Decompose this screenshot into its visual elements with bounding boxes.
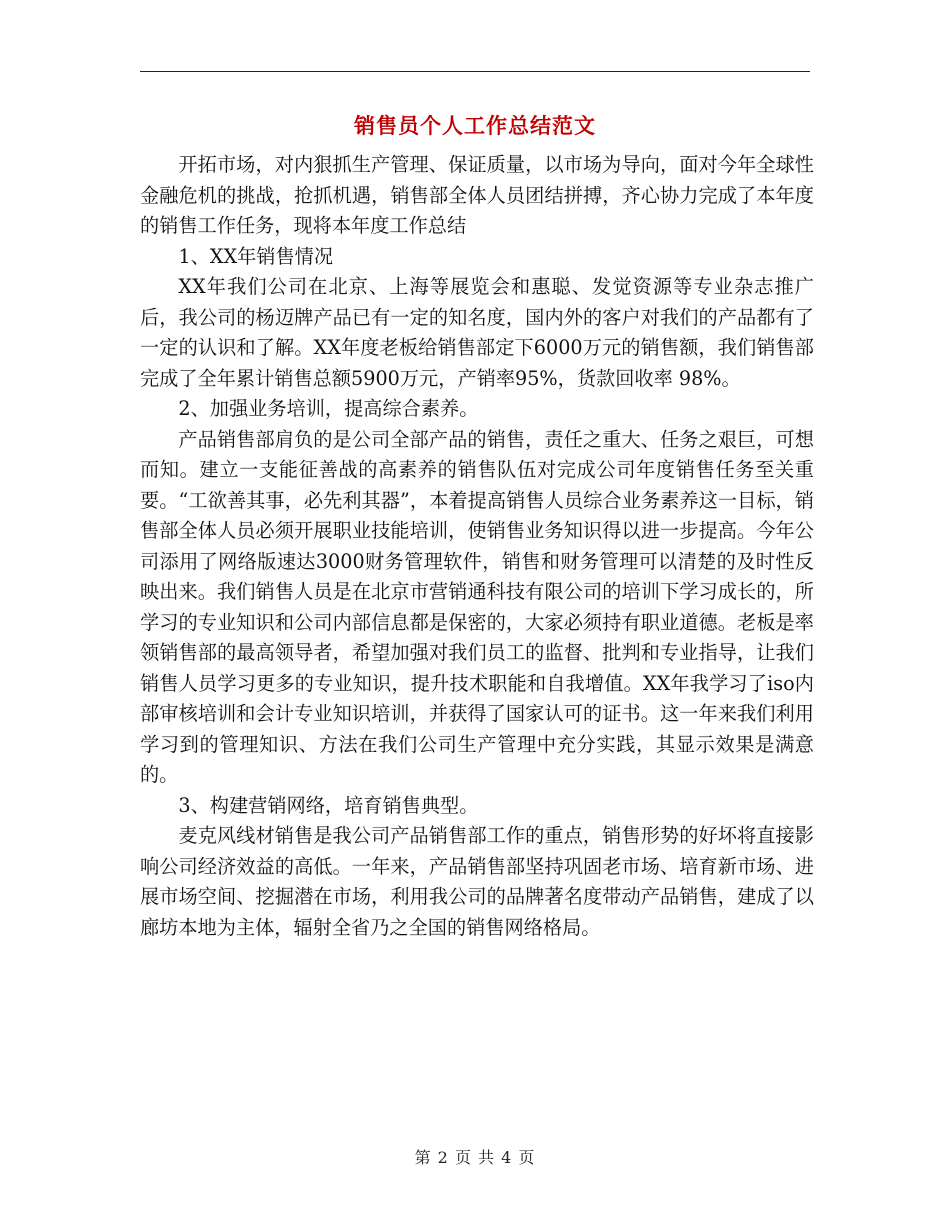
section-paragraph-2: 产品销售部肩负的是公司全部产品的销售，责任之重大、任务之艰巨，可想而知。建立一支能征善战的高素养的销售队伍对完成公司年度销售任务至关重要。“工欲善其事，必先利其器”，本着提高销售人员综合业务素养这一目标，销售部全体人员必须开展职业技能培训，使销售业务知识得以进一步提高。今年公司添用了网络版速达3000财务管理软件，销售和财务管理可以清楚的及时性反映出来。我们销售人员是在北京市营销通科技有限公司的培训下学习成长的，所学习的专业知识和公司内部信息都是保密的，大家必须持有职业道德。老板是率领销售部的最高领导者，希望加强对我们员工的监督、批判和专业指导，让我们销售人员学习更多的专业知识，提升技术职能和自我增值。XX年我学习了iso内部审核培训和会计专业知识培训，并获得了国家认可的证书。这一年来我们利用学习到的管理知识、方法在我们公司生产管理中充分实践，其显示效果是满意的。 — [140, 427, 814, 786]
section-paragraph-1: XX年我们公司在北京、上海等展览会和惠聪、发觉资源等专业杂志推广后，我公司的杨迈牌产品已有一定的知名度，国内外的客户对我们的产品都有了一定的认识和了解。XX年度老板给销售部定下6000万元的销售额，我们销售部完成了全年累计销售总额5900万元，产销率95%，货款回收率 98%。 — [140, 275, 814, 390]
header-rule — [140, 71, 810, 72]
document-body — [140, 150, 814, 943]
intro-paragraph: 开拓市场，对内狠抓生产管理、保证质量，以市场为导向，面对今年全球性金融危机的挑战，抢抓机遇，销售部全体人员团结拼搏，齐心协力完成了本年度的销售工作任务，现将本年度工作总结 — [140, 153, 814, 237]
document-title: 销售员个人工作总结范文 — [354, 114, 596, 138]
page-number-footer: 第 2 页 共 4 页 — [414, 1148, 536, 1167]
section-heading-2: 2、加强业务培训，提高综合素养。 — [178, 397, 479, 420]
section-paragraph-3: 麦克风线材销售是我公司产品销售部工作的重点，销售形势的好坏将直接影响公司经济效益的高低。一年来，产品销售部坚持巩固老市场、培育新市场、进展市场空间、挖掘潜在市场，利用我公司的品牌著名度带动产品销售，建成了以廊坊本地为主体，辐射全省乃之全国的销售网络格局。 — [140, 824, 814, 939]
section-heading-1: 1、XX年销售情况 — [178, 244, 334, 268]
section-heading-3: 3、构建营销网络，培育销售典型。 — [178, 793, 479, 817]
